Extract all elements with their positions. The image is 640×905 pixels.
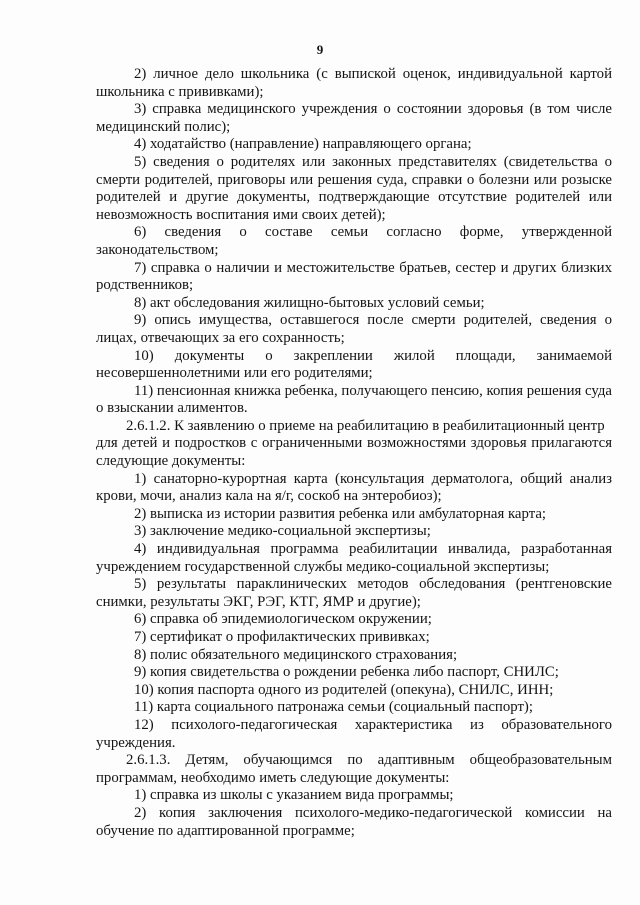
list-item: 1) справка из школы с указанием вида программы; [134,787,454,804]
page-number: 9 [316,42,324,57]
list-item: 2) выписка из истории развития ребенка или амбулаторная карта; [134,505,547,522]
list-item: 12) психолого-педагогическая характеристика из образовательного учреждения. [96,716,612,751]
list-item: 6) сведения о составе семьи согласно форме, утвержденной законодательством; [96,224,612,258]
list-item: 3) справка медицинского учреждения о состоянии здоровья (в том числе медицинский полис); [96,101,612,135]
list-item: 10) документы о закреплении жилой площади, занимаемой несовершеннолетними или его родителями; [96,347,612,382]
list-item: 7) сертификат о профилактических прививках; [134,629,430,645]
list-item: 1) санаторно-курортная карта (консультация дерматолога, общий анализ крови, мочи, анализ кала на я/г, соскоб на энтеробиоз); [96,470,612,505]
list-item: 11) пенсионная книжка ребенка, получающего пенсию, копия решения суда о взыскании алиментов. [96,382,612,417]
list-item: 2) копия заключения психолого-медико-педагогической комиссии на обучение по адаптированной программе; [96,804,612,839]
list-item: 4) индивидуальная программа реабилитации инвалида, разработанная учреждением государственной службы медико-социальной экспертизы; [96,541,612,575]
list-item: 3) заключение медико-социальной экспертизы; [134,523,431,540]
section-paragraph: 2.6.1.3. Детям, обучающимся по адаптивным общеобразовательным программам, необходимо иметь следующие документы: [96,752,612,786]
list-item: 6) справка об эпидемиологическом окружении; [134,611,432,628]
list-item: 8) полис обязательного медицинского страхования; [134,646,458,663]
list-item: 9) копия свидетельства о рождении ребенка либо паспорт, СНИЛС; [134,664,559,681]
list-item: 10) копия паспорта одного из родителей (опекуна), СНИЛС, ИНН; [134,681,554,698]
list-item: 2) личное дело школьника (с выпиской оценок, индивидуальной картой школьника с прививками); [96,66,612,100]
list-item: 5) результаты параклинических методов обследования (рентгеновские снимки, результаты ЭКГ, РЭГ, КТГ, ЯМР и другие); [96,576,612,610]
list-item: 4) ходатайство (направление) направляющего органа; [134,136,472,153]
document-body [96,66,612,840]
list-item: 8) акт обследования жилищно-бытовых условий семьи; [134,294,485,311]
list-item: 11) карта социального патронажа семьи (социальный паспорт); [134,699,533,716]
section-paragraph: 2.6.1.2. К заявлению о приеме на реабилитацию в реабилитационный центр [126,417,605,434]
list-item: 5) сведения о родителях или законных представителях (свидетельства о смерти родителей, приговоры или решения суда, справки о болезни или розыске родителей и другие документы, подтверждающие отсутствие родителей или невозможность воспитания ими своих детей); [96,153,612,223]
section-paragraph-continued: для детей и подростков с ограниченными возможностями здоровья прилагаются следующие документы: [96,435,612,470]
list-item: 9) опись имущества, оставшегося после смерти родителей, сведения о лицах, отвечающих за его сохранность; [96,312,612,346]
list-item: 7) справка о наличии и местожительстве братьев, сестер и других близких родственников; [96,259,612,294]
